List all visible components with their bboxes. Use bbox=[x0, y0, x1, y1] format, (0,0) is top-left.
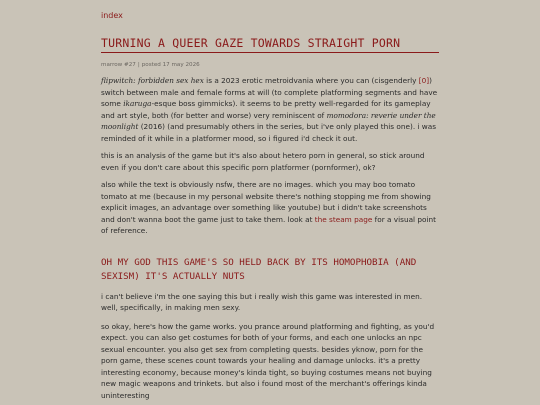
text-span: also while the text is obviously nsfw, there are no images. which you may boo tomato tomato at me (because in my personal website there's nothing stopping me from showing explicit images, an advantage over something like youtube) but i didn't take screenshots and don't wanna boot the game just to take them. look at bbox=[101, 180, 431, 224]
footnote-link-0[interactable]: [0] bbox=[418, 76, 430, 85]
text-span: for a visual point of reference. bbox=[101, 214, 437, 235]
paragraph-analysis-note: this is an analysis of the game but it's also about hetero porn in general, so stick around even if you don't care about this specific porn platformer (pornformer), ok? bbox=[101, 151, 425, 172]
post-date: posted 17 may 2026 bbox=[141, 62, 200, 68]
section-heading: OH MY GOD THIS GAME'S SO HELD BACK BY ITS HOMOPHOBIA (AND SEXISM) IT'S ACTUALLY NUTS bbox=[101, 256, 417, 282]
text-span: -esque boss gimmicks). it seems to be pretty well-regarded for its gameplay and art style, both (for better and worse) very reminiscent of bbox=[101, 99, 431, 120]
index-link[interactable]: index bbox=[101, 11, 123, 20]
content-column bbox=[101, 0, 439, 401]
text-span: is a 2023 erotic metroidvania where you can (cisgenderly bbox=[203, 76, 419, 85]
meta-separator: | bbox=[137, 62, 140, 68]
paragraph-intro bbox=[101, 75, 439, 144]
game-title: flipwitch: forbidden sex hex bbox=[101, 76, 204, 85]
paragraph-nsfw-note bbox=[101, 179, 439, 237]
italic-title: ikaruga bbox=[123, 99, 152, 108]
post-title: TURNING A QUEER GAZE TOWARDS STRAIGHT PORN bbox=[101, 35, 439, 53]
text-span: (2016) (and presumably others in the series, but i've only played this one). i was reminded of it while in a platformer mood, so i figured i'd check it out. bbox=[101, 122, 437, 143]
post-author: marrow #27 bbox=[101, 62, 136, 68]
post-meta bbox=[101, 61, 439, 69]
paragraph-how-game-works: so okay, here's how the game works. you prance around platforming and fighting, as you'd expect. you can also get costumes for both of your forms, and each one unlocks an npc sexual encounter. you also get sex from completing quests. besides yknow, porn for the porn game, these scenes count towards your healing and damage unlocks. it's a pretty interesting economy, because money's kinda tight, so buying costumes means not buying new magic weapons and trinkets. but also i found most of the merchant's offerings kinda uninteresting bbox=[101, 321, 435, 400]
text-span: ) switch between male and female forms at will (to complete platforming segments and have some bbox=[101, 76, 438, 108]
italic-title: momodora: reverie under the moonlight bbox=[101, 110, 436, 131]
steam-page-link[interactable]: the steam page bbox=[314, 214, 373, 224]
paragraph-men: i can't believe i'm the one saying this but i really wish this game was interested in men. well, specifically, in making men sexy. bbox=[101, 291, 423, 312]
